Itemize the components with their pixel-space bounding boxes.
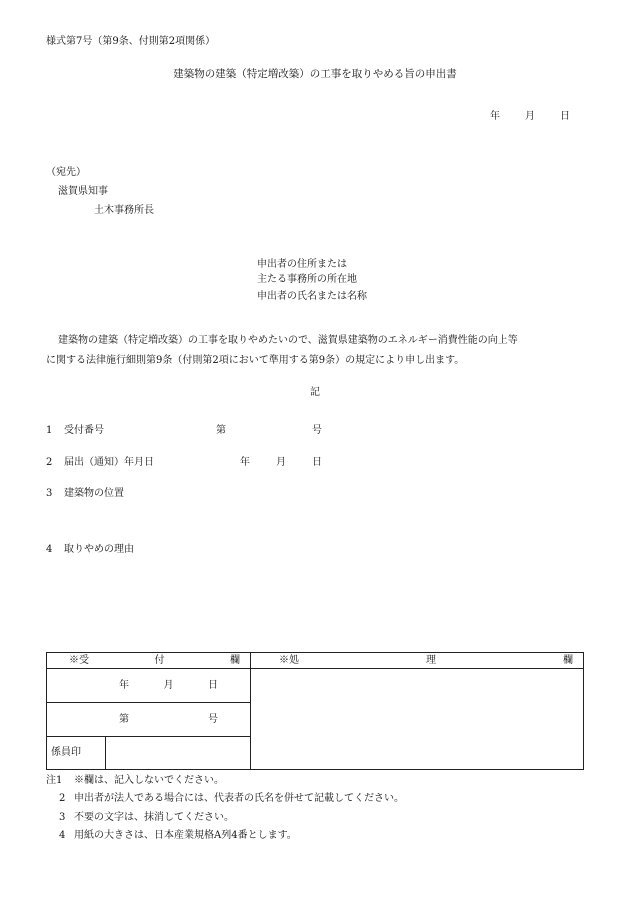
- applicant-office-location: 主たる事務所の所在地: [257, 274, 357, 285]
- item-2-day: 日: [312, 457, 322, 468]
- form-number: 様式第7号（第9条、付則第2項関係）: [46, 36, 216, 47]
- processing-header-3: 欄: [563, 654, 573, 666]
- item-1-num: 1: [46, 425, 53, 436]
- document-title: 建築物の建築（特定増改築）の工事を取りやめる旨の申出書: [173, 68, 457, 80]
- date-month: 月: [525, 111, 535, 122]
- reception-processing-table: [46, 652, 584, 770]
- note-1-num: 注1: [46, 775, 63, 786]
- note-1-text: ※欄は、記入しないでください。: [74, 775, 224, 786]
- item-1-dai: 第: [216, 425, 226, 436]
- reception-date-year: 年: [119, 679, 129, 691]
- applicant-address: 申出者の住所または: [257, 259, 347, 270]
- staff-seal-box: [106, 737, 251, 770]
- reception-date-cell: [47, 669, 251, 703]
- item-4-num: 4: [46, 544, 53, 555]
- date-line: [490, 110, 570, 124]
- item-3-label: 建築物の位置: [64, 488, 124, 499]
- addressee-label: （宛先）: [46, 167, 86, 178]
- processing-header-2: 理: [426, 654, 436, 666]
- reception-date-day: 日: [208, 679, 218, 691]
- item-4-label: 取りやめの理由: [64, 544, 134, 555]
- note-4-num: 4: [59, 830, 66, 841]
- item-2-label: 届出（通知）年月日: [64, 457, 154, 468]
- processing-header: [251, 653, 584, 669]
- staff-seal-label: 係員印: [47, 737, 106, 770]
- ki-heading: 記: [310, 387, 320, 398]
- item-2-month: 月: [276, 457, 286, 468]
- date-day: 日: [560, 111, 570, 122]
- item-1-go: 号: [312, 425, 322, 436]
- note-4-text: 用紙の大きさは、日本産業規格A列4番とします。: [74, 830, 297, 841]
- reception-header-3: 欄: [230, 654, 240, 666]
- reception-number-cell: [47, 703, 251, 737]
- addressee-governor: 滋賀県知事: [58, 186, 108, 197]
- item-3-num: 3: [46, 488, 53, 499]
- note-2-text: 申出者が法人である場合には、代表者の氏名を併せて記載してください。: [74, 793, 404, 804]
- reception-header: [47, 653, 251, 669]
- note-3-num: 3: [59, 812, 66, 823]
- note-2-num: 2: [59, 793, 66, 804]
- reception-header-2: 付: [154, 654, 165, 666]
- date-year: 年: [490, 111, 500, 122]
- item-2-year: 年: [240, 457, 250, 468]
- item-2-num: 2: [46, 457, 53, 468]
- processing-area: [251, 669, 584, 770]
- reception-header-1: ※受: [69, 654, 89, 666]
- reception-date-month: 月: [163, 679, 174, 691]
- item-1-label: 受付番号: [64, 425, 104, 436]
- addressee-office: 土木事務所長: [94, 205, 154, 216]
- reception-number-go: 号: [208, 713, 218, 725]
- body-text-line2: に関する法律施行細則第9条（付則第2項において準用する第9条）の規定により申し出ます。: [46, 355, 465, 366]
- reception-number-dai: 第: [119, 713, 129, 725]
- processing-header-1: ※処: [279, 654, 299, 666]
- applicant-name: 申出者の氏名または名称: [257, 291, 367, 302]
- body-text-line1: 建築物の建築（特定増改築）の工事を取りやめたいので、滋賀県建築物のエネルギー消費性能の向上等: [58, 335, 518, 346]
- note-3-text: 不要の文字は、抹消してください。: [74, 812, 234, 823]
